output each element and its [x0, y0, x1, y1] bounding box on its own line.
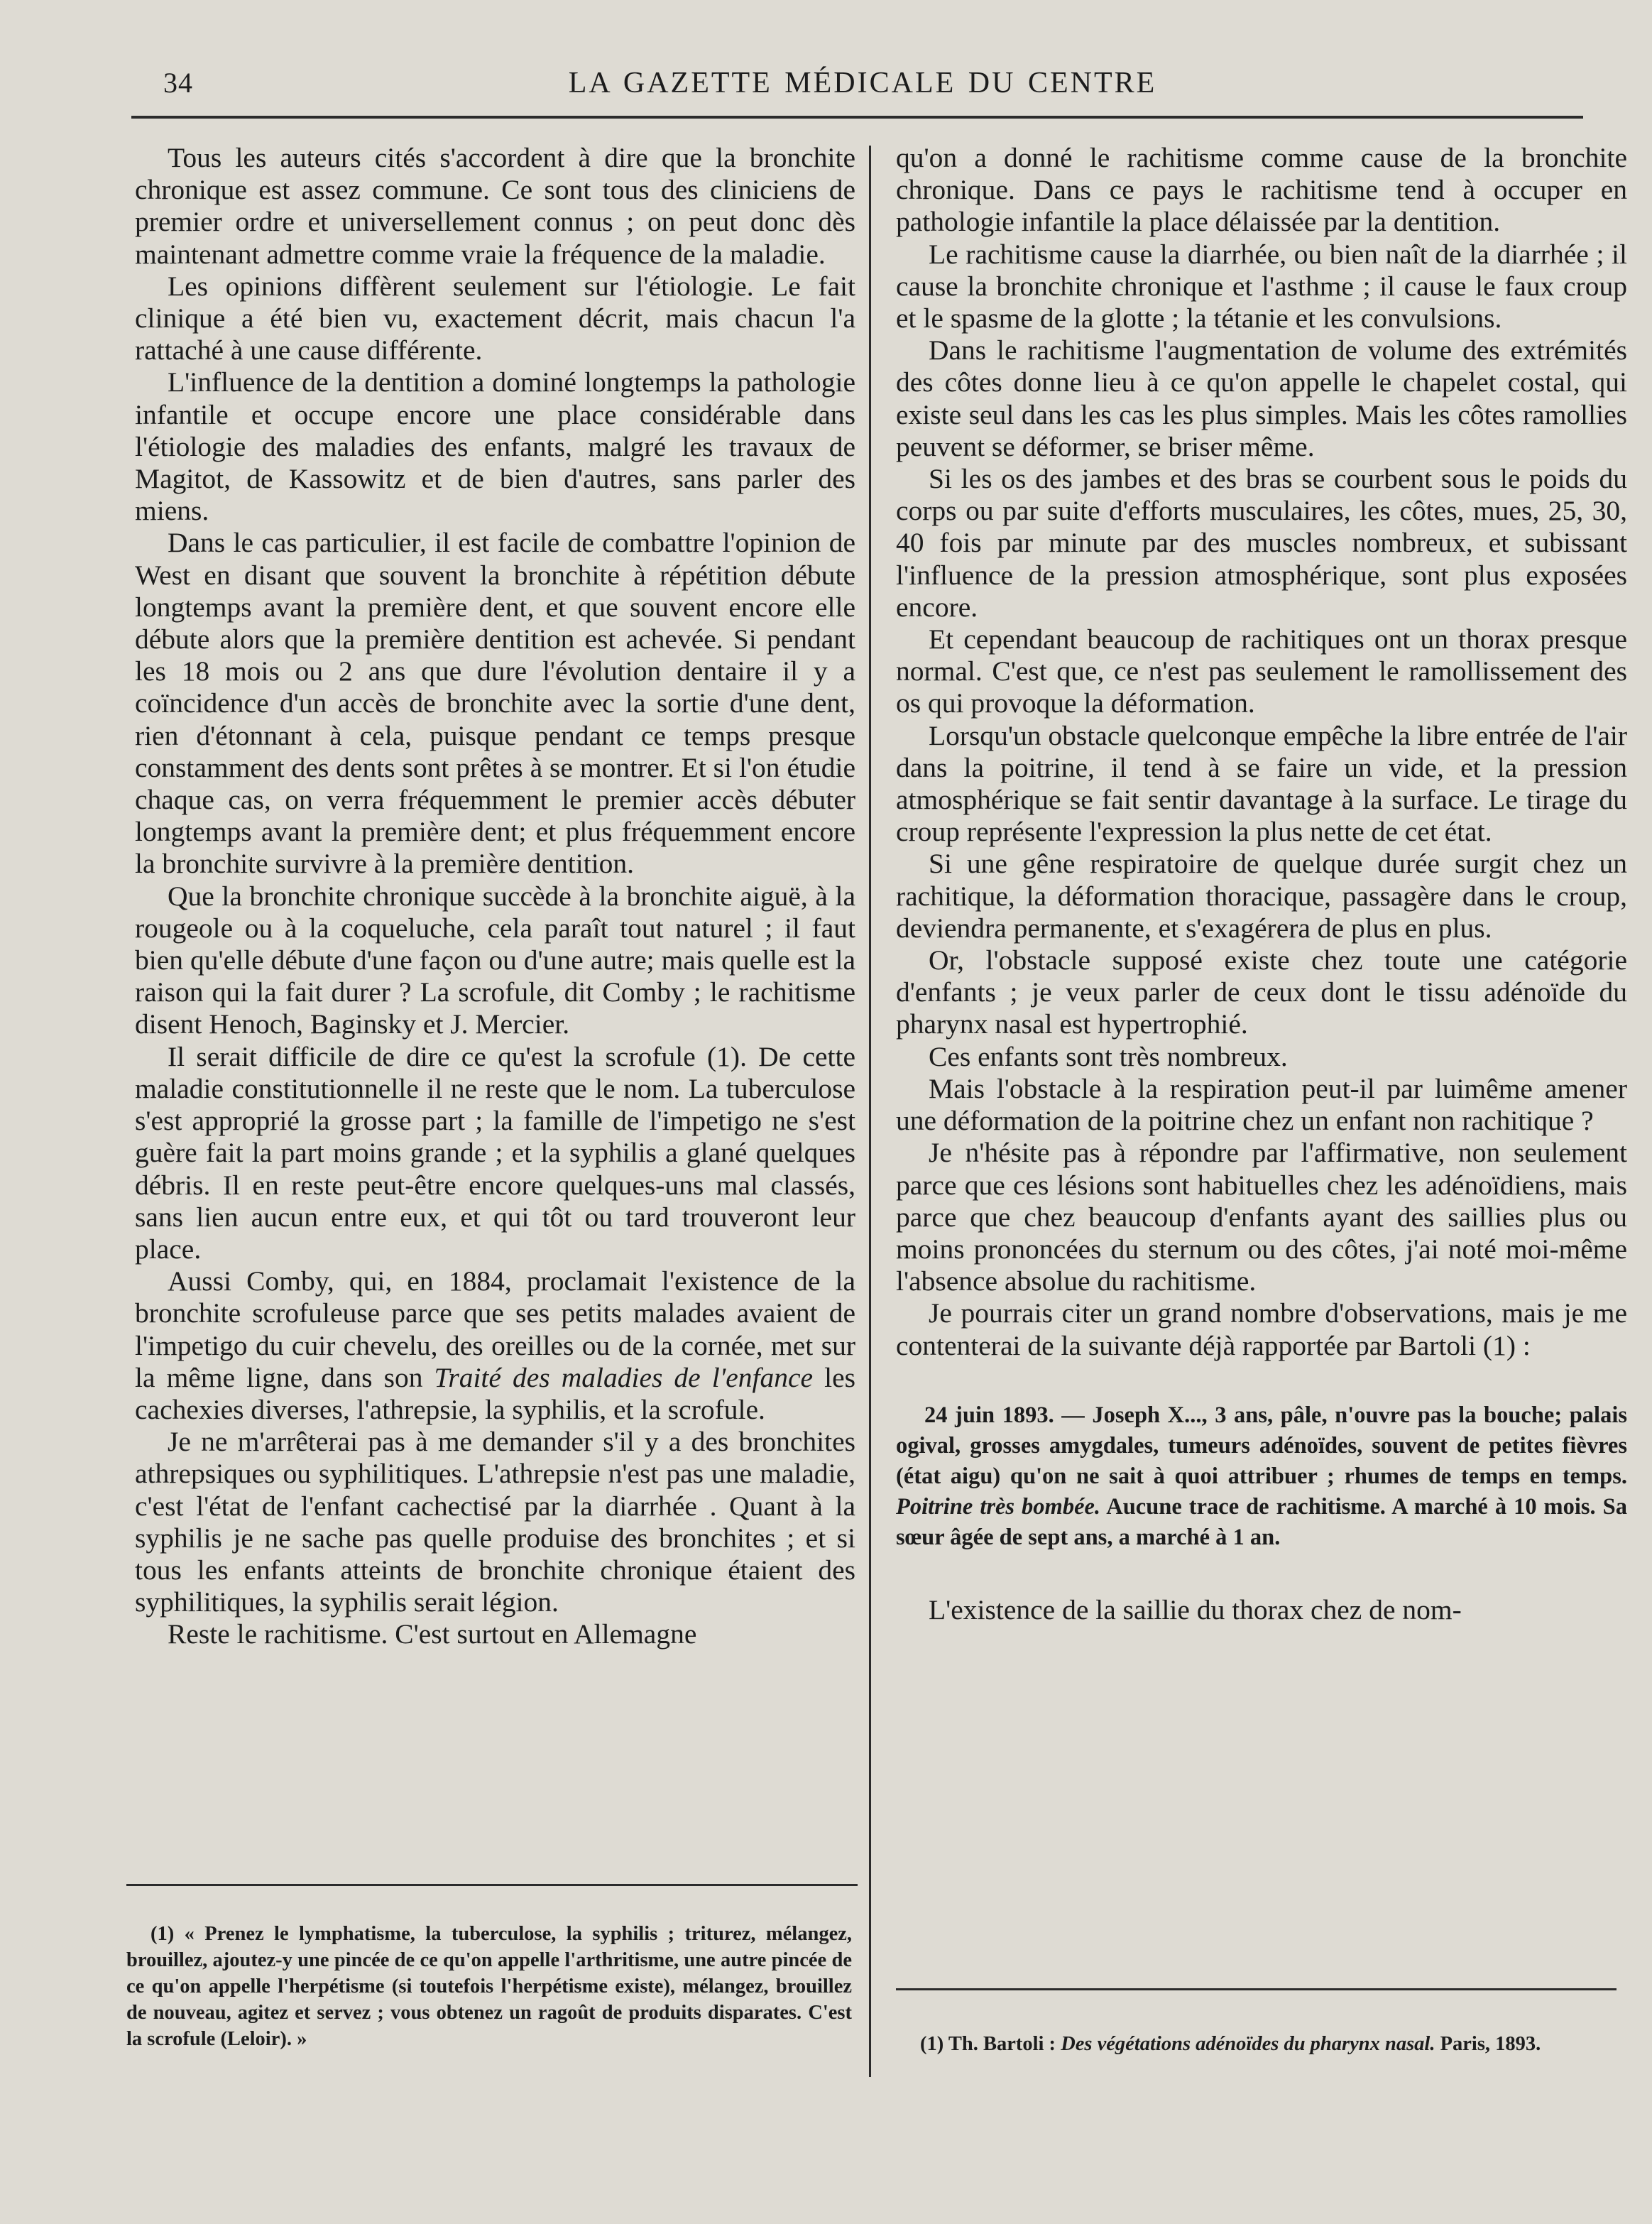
paragraph-continuation: qu'on a donné le rachitisme comme cause de la bronchite chronique. Dans ce pays le rachitisme tend à occuper en pathologie infantile la place délaissée par la dentition.	[896, 142, 1627, 238]
paragraph: Ces enfants sont très nombreux.	[929, 1040, 1288, 1072]
text-span: les cachexies diverses, l'athrepsie, la syphilis, et la scrofule.	[135, 1361, 855, 1425]
header-rule	[131, 116, 1583, 119]
right-column	[896, 142, 1627, 1626]
text-span: Paris, 1893.	[1435, 2033, 1541, 2055]
running-title: LA GAZETTE MÉDICALE DU CENTRE	[568, 67, 1157, 99]
paragraph: L'existence de la saillie du thorax chez de nom-	[929, 1593, 1462, 1625]
book-title: Des végétations adénoïdes du pharynx nasal.	[1061, 2033, 1435, 2055]
paragraph: Or, l'obstacle supposé existe chez toute une catégorie d'enfants ; je veux parler de ceux dont le tissu adénoïde du pharynx nasal est hypertrophié.	[896, 944, 1627, 1040]
emphasis: Poitrine très bombée.	[896, 1493, 1101, 1520]
page-number: 34	[163, 67, 193, 99]
paragraph: Si les os des jambes et des bras se courbent sous le poids du corps ou par suite d'efforts musculaires, les côtes, mues, 25, 30, 40 fois par minute par des muscles nombreux, et subissant l'influence de la pression atmosphérique, sont plus exposées encore.	[896, 463, 1627, 623]
text-span: (1) Th. Bartoli :	[920, 2033, 1061, 2055]
paragraph: Les opinions diffèrent seulement sur l'étiologie. Le fait clinique a été bien vu, exactement décrit, mais chacun l'a rattaché à une cause différente.	[135, 270, 855, 366]
left-column	[135, 142, 855, 1651]
paragraph: Tous les auteurs cités s'accordent à dire que la bronchite chronique est assez commune. Ce sont tous des cliniciens de premier ordre et universellement connus ; on peut donc dès maintenant admettre comme vraie la fréquence de la maladie.	[135, 142, 855, 270]
paragraph: Je n'hésite pas à répondre par l'affirmative, non seulement parce que ces lésions sont habituelles chez les adénoïdiens, mais parce que chez beaucoup d'enfants ayant des saillies plus ou moins prononcées du sternum ou des côtes, j'ai noté moi-même l'absence absolue du rachitisme.	[896, 1137, 1627, 1297]
book-title: Traité des maladies de l'enfance	[434, 1361, 814, 1393]
paragraph: Lorsqu'un obstacle quelconque empêche la libre entrée de l'air dans la poitrine, il tend à se faire un vide, et la pression atmosphérique se fait sentir davantage à la surface. Le tirage du croup représente l'expression la plus nette de cet état.	[896, 719, 1627, 848]
text-span: 24 juin 1893. — Joseph X..., 3 ans, pâle, n'ouvre pas la bouche; palais ogival, grosses amygdales, tumeurs adénoïdes, souvent de petites fièvres (état aigu) qu'on ne sait à quoi attribuer ; rhumes de temps en temps.	[896, 1402, 1627, 1489]
paragraph: Le rachitisme cause la diarrhée, ou bien naît de la diarrhée ; il cause la bronchite chronique et l'asthme ; il cause le faux croup et le spasme de la glotte ; la tétanie et les convulsions.	[896, 238, 1627, 334]
paragraph: Dans le cas particulier, il est facile de combattre l'opinion de West en disant que souvent la bronchite à répétition débute longtemps avant la première dent, et que souvent encore elle débute alors que la première dentition est achevée. Si pendant les 18 mois ou 2 ans que dure l'évolution dentaire il y a coïncidence d'un accès de bronchite avec la sortie d'une dent, rien d'étonnant à cela, puisque pendant ce temps presque constamment des dents sont prêtes à se montrer. Et si l'on étudie chaque cas, on verra fréquemment le premier accès débuter longtemps avant la première dent; et plus fréquemment encore la bronchite survivre à la première dentition.	[135, 527, 855, 880]
paragraph: Il serait difficile de dire ce qu'est la scrofule (1). De cette maladie constitutionnelle il ne reste que le nom. La tuberculose s'est approprié la grosse part ; la famille de l'impetigo ne s'est guère fait la part moins grande ; et la syphilis a glané quelques débris. Il en reste peut-être encore quelques-uns mal classés, sans lien aucun entre eux, et qui tôt ou tard trouveront leur place.	[135, 1040, 855, 1265]
footnote-rule	[896, 1988, 1617, 1990]
paragraph: Je pourrais citer un grand nombre d'observations, mais je me contenterai de la suivante déjà rapportée par Bartoli (1) :	[896, 1297, 1627, 1361]
text-span: Aucune trace de rachitisme. A marché à 10 mois. Sa sœur âgée de sept ans, a marché à 1 an.	[896, 1493, 1627, 1550]
column-divider	[869, 146, 871, 2077]
paragraph	[135, 1265, 855, 1426]
footnote-left: (1) « Prenez le lymphatisme, la tuberculose, la syphilis ; triturez, mélangez, brouillez, ajoutez-y une pincée de ce qu'on appelle l'arthritisme, une autre pincée de ce qu'on appelle l'herpétisme (si toutefois l'herpétisme existe), mélangez, brouillez de nouveau, agitez et servez ; vous obtenez un ragoût de produits disparates. C'est la scrofule (Leloir). »	[126, 1923, 852, 2050]
paragraph: Dans le rachitisme l'augmentation de volume des extrémités des côtes donne lieu à ce qu'on appelle le chapelet costal, qui existe seul dans les cas les plus simples. Mais les côtes ramollies peuvent se déformer, se briser même.	[896, 334, 1627, 462]
footnote-right	[896, 2031, 1620, 2057]
footnote-rule	[126, 1884, 858, 1886]
paragraph: Je ne m'arrêterai pas à me demander s'il y a des bronchites athrepsiques ou syphilitiques. L'athrepsie n'est pas une maladie, c'est l'état de l'enfant cachectisé par la diarrhée . Quant à la syphilis je ne sache pas quelle produise des bronchites ; et si tous les enfants atteints de bronchite chronique étaient des syphilitiques, la syphilis serait légion.	[135, 1426, 855, 1618]
paragraph: Et cependant beaucoup de rachitiques ont un thorax presque normal. C'est que, ce n'est pas seulement le ramollissement des os qui provoque la déformation.	[896, 623, 1627, 719]
page-header	[128, 60, 1597, 103]
paragraph: Reste le rachitisme. C'est surtout en Allemagne	[168, 1618, 697, 1650]
paragraph: Mais l'obstacle à la respiration peut-il par luimême amener une déformation de la poitrine chez un enfant non rachitique ?	[896, 1072, 1627, 1137]
observation-block	[896, 1400, 1627, 1553]
paragraph: Si une gêne respiratoire de quelque durée surgit chez un rachitique, la déformation thoracique, passagère dans le croup, deviendra permanente, et s'exagérera de plus en plus.	[896, 848, 1627, 944]
text-span: Aussi Comby, qui, en 1884, proclamait l'existence de la bronchite scrofuleuse parce que ses petits malades avaient de l'impetigo du cuir chevelu, des oreilles ou de la cornée, met sur la même ligne, dans son	[135, 1265, 855, 1393]
paragraph: L'influence de la dentition a dominé longtemps la pathologie infantile et occupe encore une place considérable dans l'étiologie des maladies des enfants, malgré les travaux de Magitot, de Kassowitz et de bien d'autres, sans parler des miens.	[135, 366, 855, 527]
paragraph: Que la bronchite chronique succède à la bronchite aiguë, à la rougeole ou à la coqueluche, cela paraît tout naturel ; il faut bien qu'elle débute d'une façon ou d'une autre; mais quelle est la raison qui la fait durer ? La scrofule, dit Comby ; le rachitisme disent Henoch, Baginsky et J. Mercier.	[135, 880, 855, 1040]
